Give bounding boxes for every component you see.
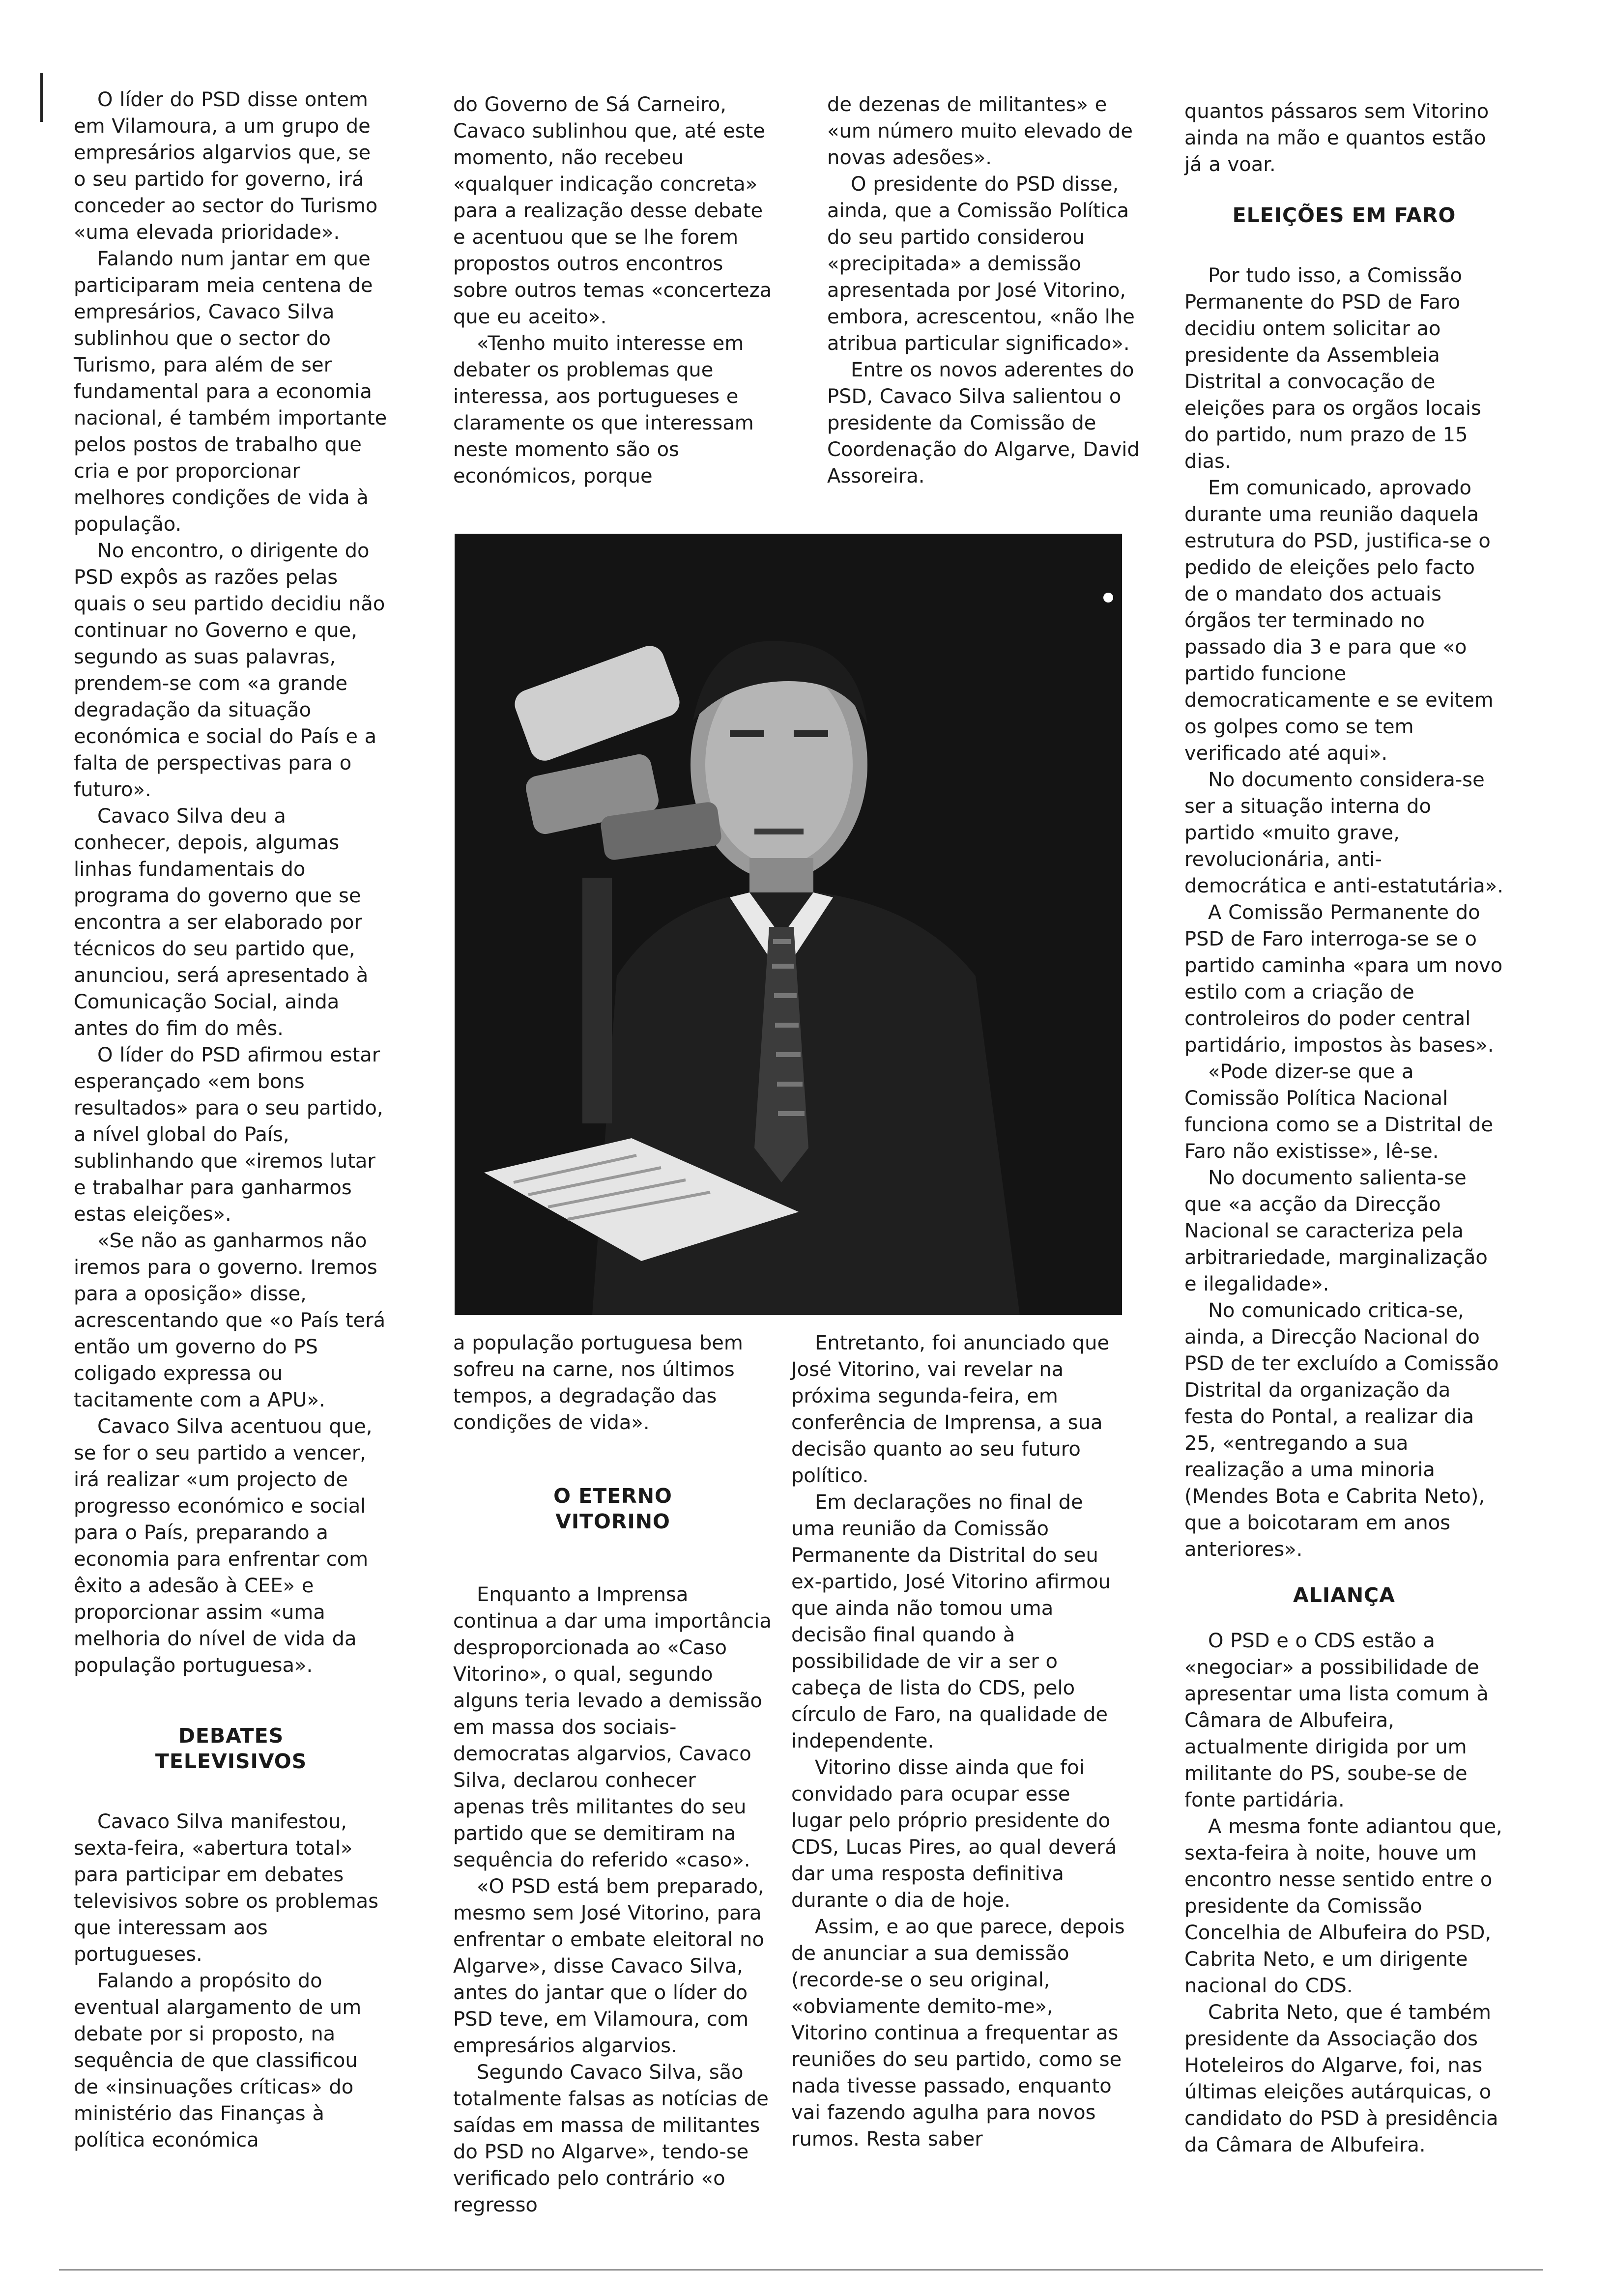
paragraph: Entre os novos aderentes do PSD, Cavaco Silva salientou o presidente da Comissão de Coordenação do Algarve, David Assoreira. <box>827 359 1140 488</box>
column-4 <box>1184 98 1504 2158</box>
paragraph: a população portuguesa bem sofreu na carne, nos últimos tempos, a degradação das condições de vida». <box>453 1332 743 1434</box>
paragraph: «Pode dizer-se que a Comissão Política Nacional funciona como se a Distrital de Faro não existisse», lê-se. <box>1184 1061 1493 1163</box>
paragraph: Segundo Cavaco Silva, são totalmente falsas as notícias de saídas em massa de militantes do PSD no Algarve», tendo-se verificado pelo contrário «o regresso <box>453 2061 769 2216</box>
section-heading: DEBATES TELEVISIVOS <box>155 1724 307 1773</box>
paragraph: No encontro, o dirigente do PSD expôs as razões pelas quais o seu partido decidiu não continuar no Governo e que, segundo as suas palavras, prendem-se com «a grande degradação da situação económica e social do País e a falta de perspectivas para o futuro». <box>74 540 385 801</box>
paragraph: Cavaco Silva manifestou, sexta-feira, «abertura total» para participar em debates televisivos sobre os problemas que interessam aos portugueses. <box>74 1810 378 1966</box>
column-rule <box>40 73 43 122</box>
paragraph: No documento considera-se ser a situação interna do partido «muito grave, revolucionária, anti-democrática e anti-estatutária». <box>1184 769 1503 897</box>
paragraph: «Tenho muito interesse em debater os problemas que interessa, aos portugueses e claramente os que interessam neste momento são os económicos, porque <box>453 332 754 488</box>
paragraph: No comunicado critica-se, ainda, a Direcção Nacional do PSD de ter excluído a Comissão Distrital da organização da festa do Pontal, a realizar dia 25, «entregando a sua realização a uma minoria (Mendes Bota e Cabrita Neto), que a boicotaram em anos anteriores». <box>1184 1299 1499 1561</box>
bottom-rule <box>59 2269 1543 2270</box>
paragraph: Assim, e ao que parece, depois de anunciar a sua demissão (recorde-se o seu original, «obviamente demito-me», Vitorino continua a frequentar as reuniões do seu partido, como se nada tivesse passado, enquanto vai fazendo agulha para novos rumos. Resta saber <box>791 1916 1125 2151</box>
paragraph: «O PSD está bem preparado, mesmo sem José Vitorino, para enfrentar o embate eleitoral no Algarve», disse Cavaco Silva, antes do jantar que o líder do PSD teve, em Vilamoura, com empresários algarvios. <box>453 1875 764 2057</box>
paragraph: O líder do PSD afirmou estar esperançado «em bons resultados» para o seu partido, a nível global do País, sublinhando que «iremos lutar e trabalhar para ganharmos estas eleições». <box>74 1044 383 1226</box>
paragraph: Falando a propósito do eventual alargamento de um debate por si proposto, na sequência de que classificou de «insinuações críticas» do ministério das Finanças à política económica <box>74 1970 362 2152</box>
paragraph: Entretanto, foi anunciado que José Vitorino, vai revelar na próxima segunda-feira, em conferência de Imprensa, a sua decisão quanto ao seu futuro político. <box>791 1332 1110 1487</box>
section-heading: O ETERNO VITORINO <box>553 1484 672 1533</box>
paragraph: quantos pássaros sem Vitorino ainda na mão e quantos estão já a voar. <box>1184 100 1489 176</box>
column-1 <box>74 86 388 2153</box>
paragraph: Enquanto a Imprensa continua a dar uma importância desproporcionada ao «Caso Vitorino», o qual, segundo alguns teria levado a demissão em massa dos sociais-democratas algarvios, Cavaco Silva, declarou conhecer apenas três militantes do seu partido que se demitiram na sequência do referido «caso». <box>453 1583 772 1871</box>
speaker-at-microphone-photo <box>455 534 1122 1315</box>
column-3-bottom <box>791 1330 1125 2152</box>
paragraph: O líder do PSD disse ontem em Vilamoura, a um grupo de empresários algarvios que, se o seu partido for governo, irá conceder ao sector do Turismo «uma elevada prioridade». <box>74 88 378 244</box>
paragraph: «Se não as ganharmos não iremos para o governo. Iremos para a oposição» disse, acrescentando que «o País terá então um governo do PS coligado expressa ou tacitamente com a APU». <box>74 1230 386 1411</box>
section-heading: ELEIÇÕES EM FARO <box>1232 203 1456 227</box>
section-heading: ALIANÇA <box>1293 1583 1395 1607</box>
column-2-top <box>453 91 773 489</box>
paragraph: A Comissão Permanente do PSD de Faro interroga-se se o partido caminha «para um novo estilo com a criação de controleiros do poder central partidário, impostos às bases». <box>1184 901 1503 1057</box>
paragraph: Em comunicado, aprovado durante uma reunião daquela estrutura do PSD, justifica-se o pedido de eleições pelo facto de o mandato dos actuais órgãos ter terminado no passado dia 3 e para que «o partido funcione democraticamente e se evitem os golpes como se tem verificado até aqui». <box>1184 477 1494 765</box>
paragraph: Cabrita Neto, que é também presidente da Associação dos Hoteleiros do Algarve, foi, nas últimas eleições autárquicas, o candidato do PSD à presidência da Câmara de Albufeira. <box>1184 2001 1498 2156</box>
paragraph: Por tudo isso, a Comissão Permanente do PSD de Faro decidiu ontem solicitar ao presidente da Assembleia Distrital a convocação de eleições para os orgãos locais do partido, num prazo de 15 dias. <box>1184 264 1481 473</box>
paragraph: A mesma fonte adiantou que, sexta-feira à noite, houve um encontro nesse sentido entre o presidente da Comissão Concelhia de Albufeira do PSD, Cabrita Neto, e um dirigente nacional do CDS. <box>1184 1815 1502 1997</box>
paragraph: Falando num jantar em que participaram meia centena de empresários, Cavaco Silva sublinhou que o sector do Turismo, para além de ser fundamental para a economia nacional, é também importante pelos postos de trabalho que cria e por proporcionar melhores condições de vida à população. <box>74 248 387 536</box>
paragraph: Cavaco Silva acentuou que, se for o seu partido a vencer, irá realizar «um projecto de progresso económico e social para o País, preparando a economia para enfrentar com êxito a adesão à CEE» e proporcionar assim «uma melhoria do nível de vida da população portuguesa». <box>74 1415 373 1677</box>
paragraph: Em declarações no final de uma reunião da Comissão Permanente da Distrital do seu ex-partido, José Vitorino afirmou que ainda não tomou uma decisão final quando à possibilidade de vir a ser o cabeça de lista do CDS, pelo círculo de Faro, na qualidade de independente. <box>791 1491 1111 1752</box>
paragraph: No documento salienta-se que «a acção da Direcção Nacional se caracteriza pela arbitrariedade, marginalização e ilegalidade». <box>1184 1167 1488 1295</box>
paragraph: de dezenas de militantes» e «um número muito elevado de novas adesões». <box>827 93 1133 169</box>
column-2-bottom <box>453 1330 773 2218</box>
column-3-top <box>827 91 1147 489</box>
paragraph: O presidente do PSD disse, ainda, que a Comissão Política do seu partido considerou «precipitada» a demissão apresentada por José Vitorino, embora, acrescentou, «não lhe atribua particular significado». <box>827 173 1135 355</box>
paragraph: Cavaco Silva deu a conhecer, depois, algumas linhas fundamentais do programa do governo que se encontra a ser elaborado por técnicos do seu partido que, anunciou, será apresentado à Comunicação Social, ainda antes do fim do mês. <box>74 805 369 1040</box>
paragraph: Vitorino disse ainda que foi convidado para ocupar esse lugar pelo próprio presidente do CDS, Lucas Pires, ao qual deverá dar uma resposta definitiva durante o dia de hoje. <box>791 1756 1117 1912</box>
paragraph: O PSD e o CDS estão a «negociar» a possibilidade de apresentar uma lista comum à Câmara de Albufeira, actualmente dirigida por um militante do PS, soube-se de fonte partidária. <box>1184 1630 1489 1811</box>
paragraph: do Governo de Sá Carneiro, Cavaco sublinhou que, até este momento, não recebeu «qualquer indicação concreta» para a realização desse debate e acentuou que se lhe forem propostos outros encontros sobre outros temas «concerteza que eu aceito». <box>453 93 772 328</box>
